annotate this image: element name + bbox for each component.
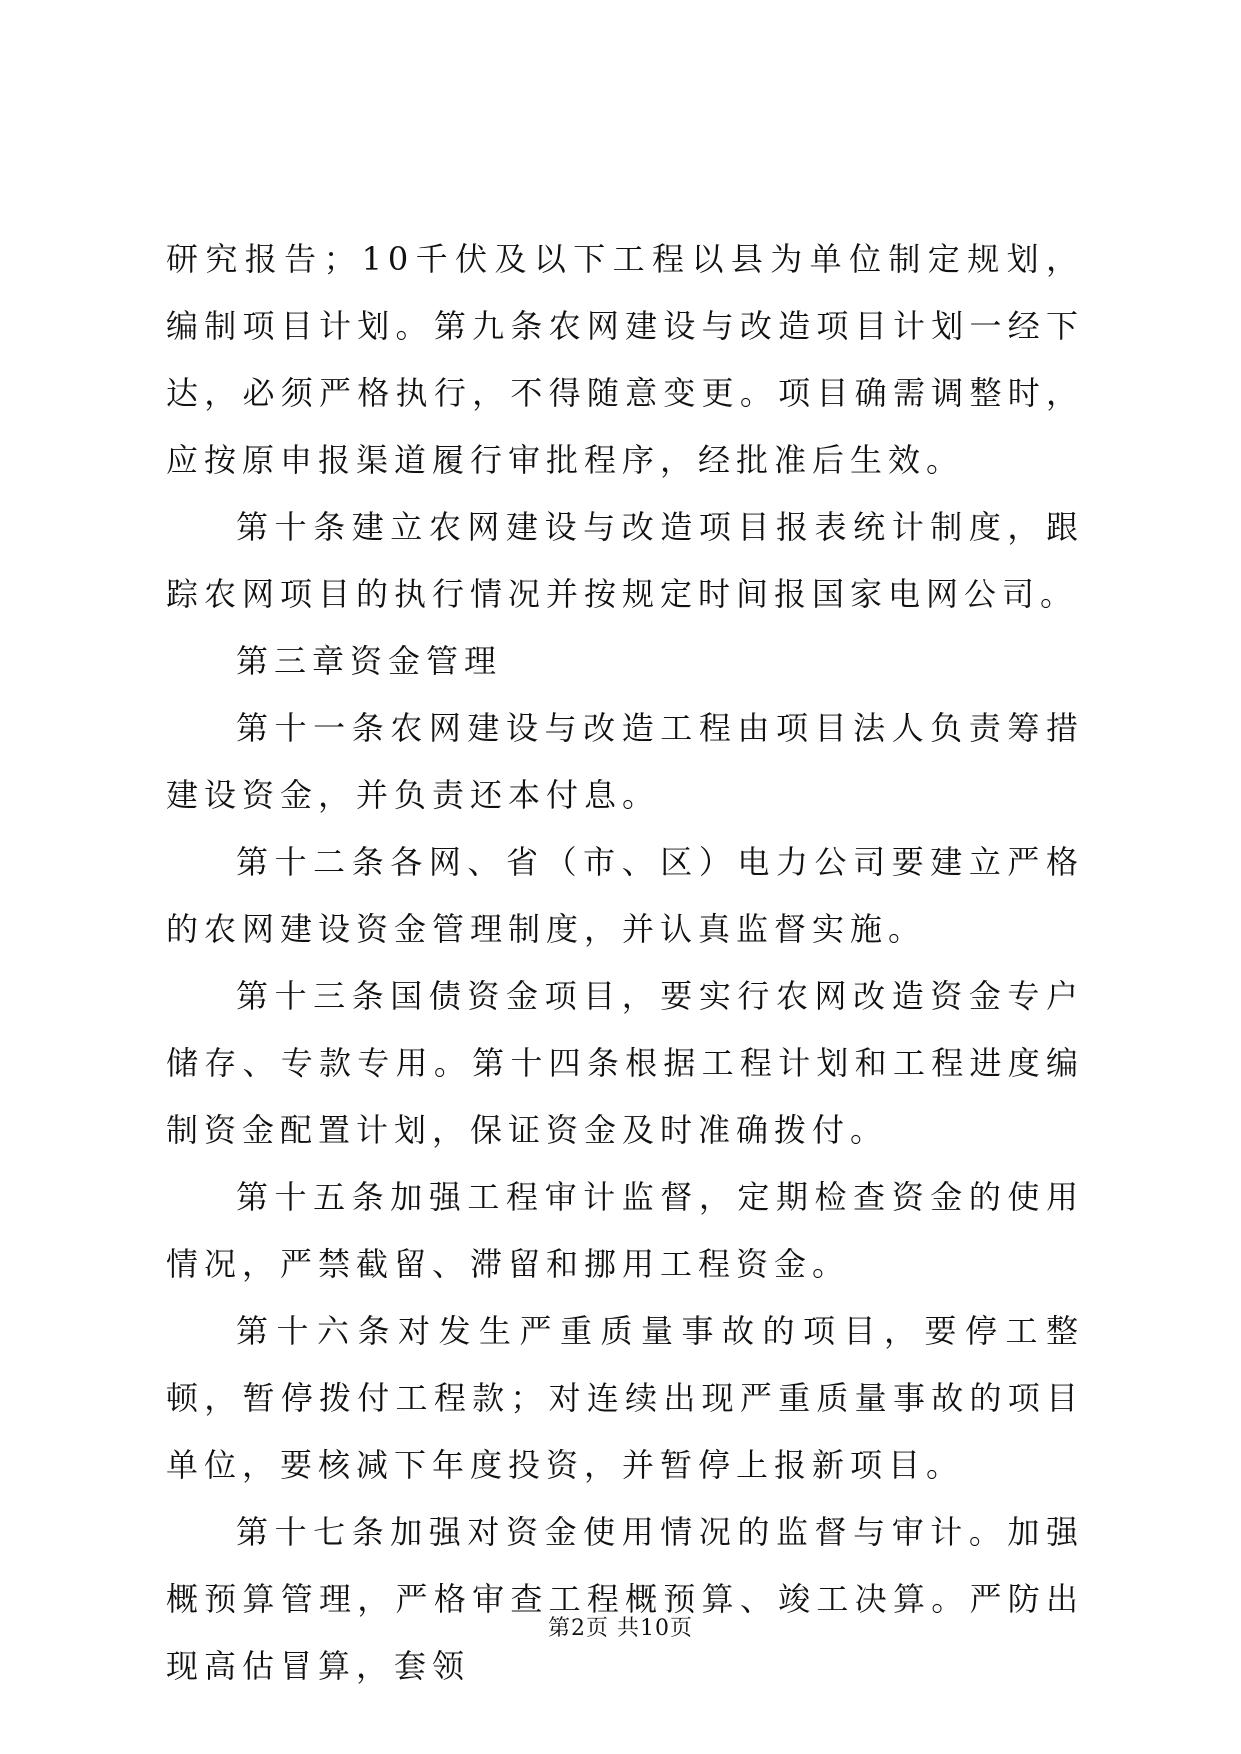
- paragraph-article-11: 第十一条农网建设与改造工程由项目法人负责筹措建设资金，并负责还本付息。: [166, 709, 1084, 814]
- paragraph-article-16: 第十六条对发生严重质量事故的项目，要停工整顿，暂停拨付工程款；对连续出现严重质量事故的项目单位，要核减下年度投资，并暂停上报新项目。: [166, 1312, 1084, 1484]
- paragraph-article-10: 第十条建立农网建设与改造项目报表统计制度，跟踪农网项目的执行情况并按规定时间报国家电网公司。: [166, 508, 1084, 613]
- chapter-heading: 第三章资金管理: [236, 642, 503, 680]
- paragraph-article-15: 第十五条加强工程审计监督，定期检查资金的使用情况，严禁截留、滞留和挪用工程资金。: [166, 1178, 1084, 1283]
- paragraph-article-13: 第十三条国债资金项目，要实行农网改造资金专户储存、专款专用。第十四条根据工程计划和工程进度编制资金配置计划，保证资金及时准确拨付。: [166, 977, 1084, 1149]
- paragraph-article-12: 第十二条各网、省（市、区）电力公司要建立严格的农网建设资金管理制度，并认真监督实施。: [166, 843, 1084, 948]
- paragraph-continuation: 研究报告；10千伏及以下工程以县为单位制定规划，编制项目计划。第九条农网建设与改造项目计划一经下达，必须严格执行，不得随意变更。项目确需调整时，应按原申报渠道履行审批程序，经批准后生效。: [166, 240, 1084, 479]
- document-body: [166, 226, 1084, 1700]
- page-number-footer: 第2页 共10页: [548, 1616, 693, 1641]
- paragraph-article-17: 第十七条加强对资金使用情况的监督与审计。加强概预算管理，严格审查工程概预算、竣工决算。严防出现高估冒算，套领: [166, 1513, 1084, 1685]
